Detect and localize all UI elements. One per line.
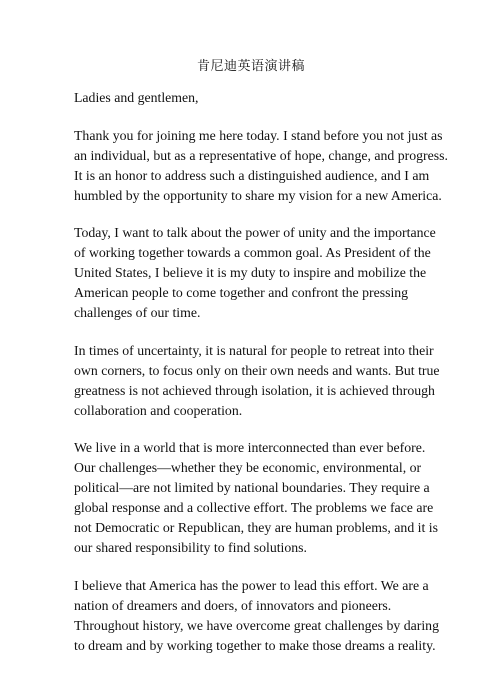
text-line: I believe that America has the power to lead this effort. We are a [74, 577, 429, 593]
paragraph-2 [74, 223, 434, 323]
text-line: Thank you for joining me here today. I stand before you not just as [74, 127, 443, 143]
paragraph-salutation [74, 88, 434, 108]
paragraph-4 [74, 438, 438, 558]
text-line: greatness is not achieved through isolation, it is achieved through [74, 382, 435, 398]
text-line: humbled by the opportunity to share my vision for a new America. [74, 187, 442, 203]
text-line: not Democratic or Republican, they are human problems, and it is [74, 520, 438, 535]
text-line: It is an honor to address such a distinguished audience, and I am [74, 167, 430, 183]
text-line: United States, I believe it is my duty to inspire and mobilize the [74, 265, 427, 280]
text-line: an individual, but as a representative of hope, change, and progress. [74, 147, 448, 163]
text-line: We live in a world that is more interconnected than ever before. [74, 440, 426, 455]
text-line: Ladies and gentlemen, [74, 90, 199, 105]
text-line: of working together towards a common goal. As President of the [74, 245, 431, 260]
text-line: Today, I want to talk about the power of unity and the importance [74, 225, 436, 240]
text-line: political—are not limited by national boundaries. They require a [74, 480, 430, 495]
text-line: nation of dreamers and doers, of innovators and pioneers. [74, 597, 392, 613]
text-line: global response and a collective effort. The problems we face are [74, 500, 434, 515]
document-title: 肯尼迪英语演讲稿 [196, 59, 305, 74]
text-line: to dream and by working together to make those dreams a reality. [74, 637, 436, 653]
text-line: challenges of our time. [74, 305, 201, 320]
paragraph-5 [74, 576, 439, 656]
text-line: Our challenges—whether they be economic, environmental, or [74, 460, 422, 475]
text-line: our shared responsibility to find solutions. [74, 540, 307, 555]
text-line: Throughout history, we have overcome great challenges by daring [74, 617, 439, 633]
text-line: American people to come together and confront the pressing [74, 285, 409, 300]
text-line: own corners, to focus only on their own needs and wants. But true [74, 362, 440, 378]
text-line: collaboration and cooperation. [74, 402, 243, 418]
text-line: In times of uncertainty, it is natural for people to retreat into their [74, 342, 434, 358]
document-body [74, 88, 448, 673]
paragraph-3 [74, 341, 440, 421]
paragraph-1 [74, 126, 448, 206]
